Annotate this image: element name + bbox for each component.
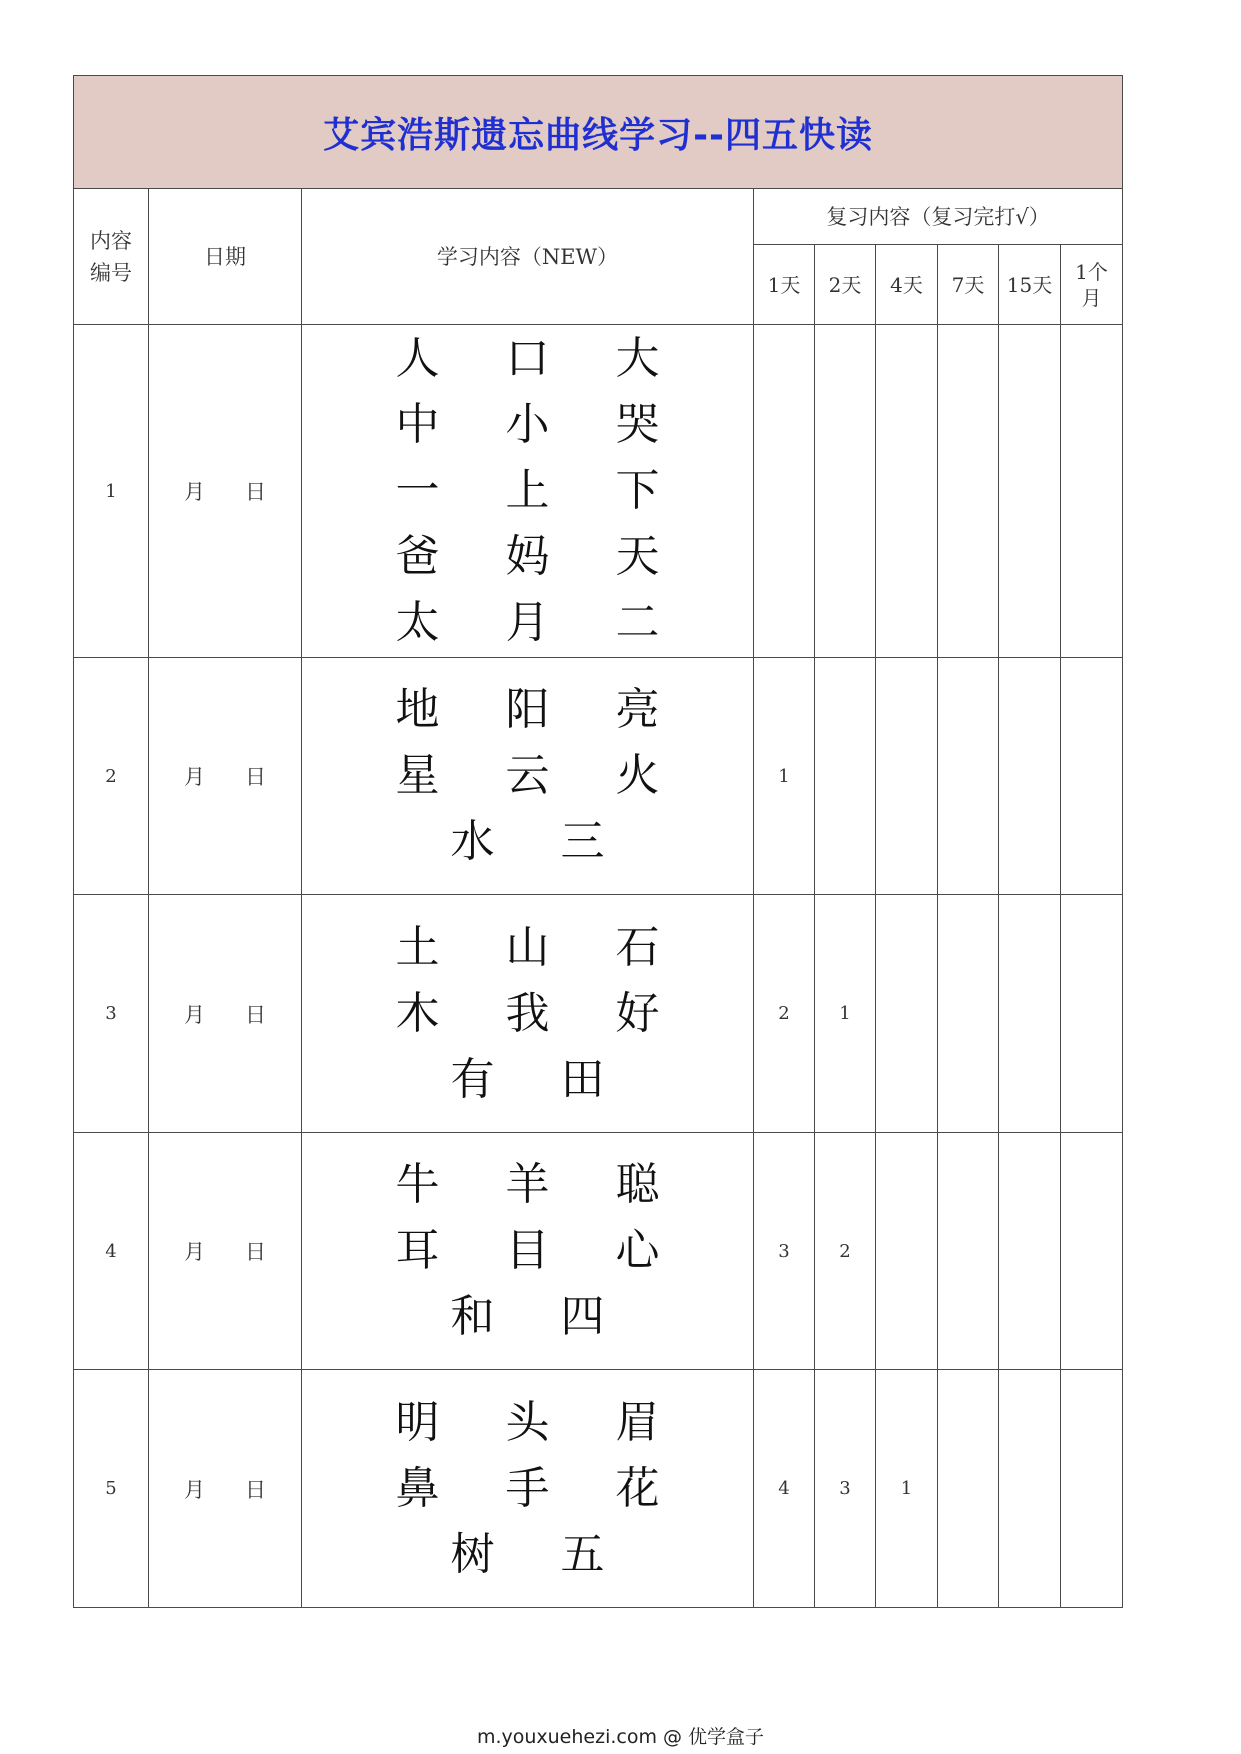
char-line	[302, 458, 753, 524]
date-month: 月	[184, 1002, 205, 1027]
review-cell[interactable]	[876, 1133, 938, 1370]
row-content	[302, 895, 754, 1133]
char-line	[302, 1047, 753, 1113]
header-number-line2: 编号	[90, 260, 132, 285]
study-char: 羊	[505, 1159, 550, 1210]
study-char: 明	[395, 1396, 440, 1448]
study-char: 火	[615, 750, 660, 801]
study-char: 下	[615, 465, 660, 516]
review-cell[interactable]: 1	[754, 658, 815, 895]
study-char: 太	[395, 597, 440, 648]
char-line	[302, 524, 753, 590]
char-line	[302, 981, 753, 1047]
review-cell[interactable]: 3	[754, 1133, 815, 1370]
row-date	[149, 1133, 302, 1370]
study-char: 手	[505, 1462, 550, 1514]
table-row	[74, 1370, 1123, 1608]
date-day: 日	[245, 765, 266, 789]
row-number: 5	[74, 1370, 149, 1608]
row-date	[149, 895, 302, 1133]
header-content: 学习内容（NEW）	[302, 189, 754, 325]
review-cell[interactable]	[876, 325, 938, 658]
study-char: 妈	[505, 531, 550, 582]
title-cell	[74, 76, 1123, 189]
review-cell[interactable]	[1061, 1133, 1123, 1370]
row-number: 4	[74, 1133, 149, 1370]
review-cell[interactable]	[999, 658, 1061, 895]
row-date	[149, 658, 302, 895]
study-char: 水	[450, 816, 495, 867]
study-char: 天	[615, 531, 660, 582]
review-cell[interactable]	[938, 1133, 999, 1370]
study-char: 田	[560, 1053, 605, 1105]
study-char: 牛	[395, 1159, 440, 1210]
row-content	[302, 1370, 754, 1608]
page-title: 艾宾浩斯遗忘曲线学习--四五快读	[323, 114, 873, 156]
header-month-line1: 1个	[1075, 259, 1108, 284]
review-cell[interactable]: 3	[815, 1370, 876, 1608]
study-char: 聪	[615, 1159, 660, 1210]
study-char: 我	[505, 987, 550, 1039]
row-content	[302, 658, 754, 895]
study-char: 好	[615, 987, 660, 1039]
row-content	[302, 325, 754, 658]
study-char: 中	[395, 399, 440, 450]
date-day: 日	[245, 1477, 266, 1502]
char-line	[302, 809, 753, 875]
char-line	[302, 1284, 753, 1350]
table-row	[74, 895, 1123, 1133]
study-char: 爸	[395, 531, 440, 582]
study-char: 二	[615, 597, 660, 648]
char-line	[302, 1390, 753, 1456]
header-interval-15: 15天	[999, 245, 1061, 325]
study-char: 五	[560, 1528, 605, 1580]
review-cell[interactable]	[999, 325, 1061, 658]
review-cell[interactable]: 1	[876, 1370, 938, 1608]
study-char: 鼻	[395, 1462, 440, 1514]
char-line	[302, 1152, 753, 1218]
study-char: 小	[505, 399, 550, 450]
study-char: 四	[560, 1291, 605, 1342]
study-char: 土	[395, 921, 440, 973]
study-char: 花	[615, 1462, 660, 1514]
study-char: 和	[450, 1291, 495, 1342]
study-char: 耳	[395, 1225, 440, 1276]
header-interval-7: 7天	[938, 245, 999, 325]
study-char: 人	[395, 333, 440, 384]
row-date	[149, 325, 302, 658]
study-char: 头	[505, 1396, 550, 1448]
study-char: 哭	[615, 399, 660, 450]
review-cell[interactable]	[1061, 1370, 1123, 1608]
row-number: 2	[74, 658, 149, 895]
header-review: 复习内容（复习完打√）	[754, 189, 1123, 245]
review-cell[interactable]	[815, 658, 876, 895]
review-cell[interactable]: 2	[815, 1133, 876, 1370]
study-char: 星	[395, 750, 440, 801]
study-char: 山	[505, 921, 550, 973]
review-cell[interactable]: 1	[815, 895, 876, 1133]
review-cell[interactable]	[815, 325, 876, 658]
footer: m.youxuehezi.com @ 优学盒子	[476, 1726, 765, 1748]
study-char: 三	[560, 816, 605, 867]
date-day: 日	[245, 1240, 266, 1264]
header-number-line1: 内容	[90, 228, 132, 253]
header-interval-2: 2天	[815, 245, 876, 325]
review-cell[interactable]	[999, 1370, 1061, 1608]
review-table	[73, 75, 1123, 1608]
date-month: 月	[184, 765, 205, 789]
row-number: 1	[74, 325, 149, 658]
row-content	[302, 1133, 754, 1370]
study-char: 树	[450, 1528, 495, 1580]
review-cell[interactable]	[938, 658, 999, 895]
char-line	[302, 590, 753, 656]
study-char: 阳	[505, 684, 550, 735]
header-date: 日期	[149, 189, 302, 325]
study-char: 亮	[615, 684, 660, 735]
char-line	[302, 915, 753, 981]
row-date	[149, 1370, 302, 1608]
study-char: 目	[505, 1225, 550, 1276]
review-cell[interactable]	[938, 895, 999, 1133]
row-number: 3	[74, 895, 149, 1133]
date-month: 月	[184, 480, 205, 504]
study-char: 木	[395, 987, 440, 1039]
review-cell[interactable]: 2	[754, 895, 815, 1133]
review-cell[interactable]	[1061, 658, 1123, 895]
table-row	[74, 1133, 1123, 1370]
study-char: 一	[395, 465, 440, 516]
study-char: 心	[615, 1225, 660, 1276]
study-char: 眉	[615, 1396, 660, 1448]
table-row	[74, 658, 1123, 895]
date-month: 月	[184, 1240, 205, 1264]
review-cell[interactable]	[999, 895, 1061, 1133]
review-cell[interactable]: 4	[754, 1370, 815, 1608]
date-day: 日	[245, 480, 266, 504]
study-char: 口	[505, 333, 550, 384]
header-interval-4: 4天	[876, 245, 938, 325]
review-cell[interactable]	[999, 1133, 1061, 1370]
char-line	[302, 743, 753, 809]
date-day: 日	[245, 1002, 266, 1027]
review-cell[interactable]	[876, 895, 938, 1133]
review-cell[interactable]	[938, 1370, 999, 1608]
date-month: 月	[184, 1477, 205, 1502]
study-char: 有	[450, 1053, 495, 1105]
char-line	[302, 1456, 753, 1522]
review-cell[interactable]	[938, 325, 999, 658]
review-cell[interactable]	[754, 325, 815, 658]
review-cell[interactable]	[1061, 895, 1123, 1133]
review-cell[interactable]	[876, 658, 938, 895]
study-char: 月	[505, 597, 550, 648]
char-line	[302, 1522, 753, 1588]
char-line	[302, 677, 753, 743]
study-char: 云	[505, 750, 550, 801]
table-row	[74, 325, 1123, 658]
review-cell[interactable]	[1061, 325, 1123, 658]
char-line	[302, 392, 753, 458]
study-char: 地	[395, 684, 440, 735]
char-line	[302, 1218, 753, 1284]
study-char: 石	[615, 921, 660, 973]
char-line	[302, 326, 753, 392]
study-char: 上	[505, 465, 550, 516]
header-month-line2: 月	[1081, 285, 1102, 310]
header-interval-1: 1天	[754, 245, 815, 325]
header-interval-month	[1061, 245, 1123, 325]
study-char: 大	[615, 333, 660, 384]
header-number	[74, 189, 149, 325]
